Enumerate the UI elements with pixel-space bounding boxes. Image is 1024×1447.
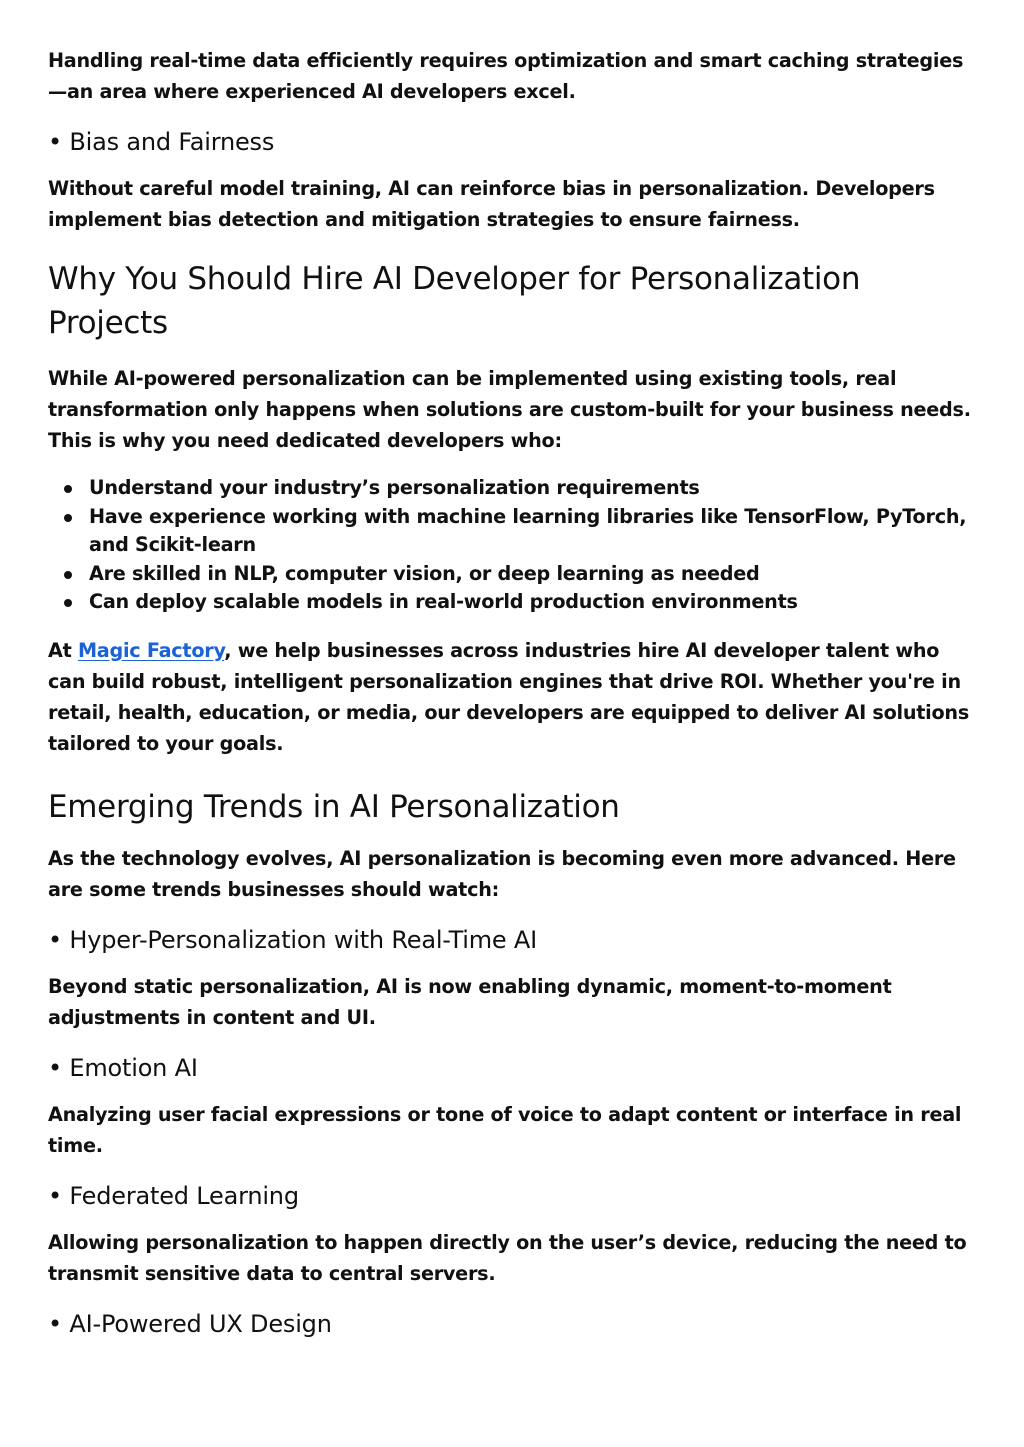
bullet-icon — [64, 599, 72, 607]
list-item — [48, 503, 976, 560]
list-item — [48, 588, 976, 617]
list-item-text: Are skilled in NLP, computer vision, or deep learning as needed — [89, 561, 760, 585]
bullet-icon — [64, 571, 72, 579]
magic-factory-link[interactable]: Magic Factory — [77, 638, 225, 662]
list-item-text: Can deploy scalable models in real-world production environments — [89, 590, 798, 613]
heading-emerging-trends: Emerging Trends in AI Personalization — [48, 788, 620, 825]
heading-ai-powered-ux: • AI-Powered UX Design — [48, 1309, 332, 1338]
paragraph-bias: Without careful model training, AI can reinforce bias in personalization. Developers implement bias detection and mitigation strategies to ensure fairness. — [48, 177, 935, 231]
paragraph-federated: Allowing personalization to happen directly on the user’s device, reducing the need to transmit sensitive data to central servers. — [48, 1230, 967, 1285]
heading-emotion-ai: • Emotion AI — [48, 1053, 198, 1082]
heading-bias-and-fairness: • Bias and Fairness — [48, 128, 275, 156]
paragraph-magic-factory — [48, 635, 976, 759]
developer-qualities-list — [48, 474, 976, 617]
bullet-icon — [64, 485, 72, 493]
paragraph-why: While AI-powered personalization can be implemented using existing tools, real transformation only happens when solutions are custom-built for your business needs. This is why you need dedicated developers who: — [48, 367, 971, 452]
bullet-icon — [64, 514, 72, 522]
paragraph-realtime-data: Handling real-time data efficiently requires optimization and smart caching strategies—an area where experienced AI developers excel. — [48, 49, 964, 103]
list-item — [48, 474, 976, 503]
heading-hyper-personalization: • Hyper-Personalization with Real-Time AI — [48, 925, 538, 954]
paragraph-hyper: Beyond static personalization, AI is now enabling dynamic, moment-to-moment adjustments in content and UI. — [48, 974, 892, 1029]
heading-federated-learning: • Federated Learning — [48, 1181, 299, 1210]
paragraph-magic-prefix: At — [48, 638, 78, 662]
paragraph-emotion: Analyzing user facial expressions or tone of voice to adapt content or interface in real time. — [48, 1102, 962, 1157]
article-body — [48, 45, 976, 1341]
heading-why-hire-ai-developer: Why You Should Hire AI Developer for Personalization Projects — [48, 261, 861, 341]
list-item-text: Have experience working with machine learning libraries like TensorFlow, PyTorch, and Scikit-learn — [89, 504, 967, 556]
list-item — [48, 560, 976, 589]
list-item-text: Understand your industry’s personalization requirements — [89, 476, 700, 499]
paragraph-trends: As the technology evolves, AI personalization is becoming even more advanced. Here are some trends businesses should watch: — [48, 846, 956, 901]
paragraph-magic-suffix: , we help businesses across industries hire AI developer talent who can build robust, intelligent personalization engines that drive ROI. Whether you're in retail, health, education, or media, our developers are equipped to deliver AI solutions tailored to your goals. — [48, 638, 969, 755]
